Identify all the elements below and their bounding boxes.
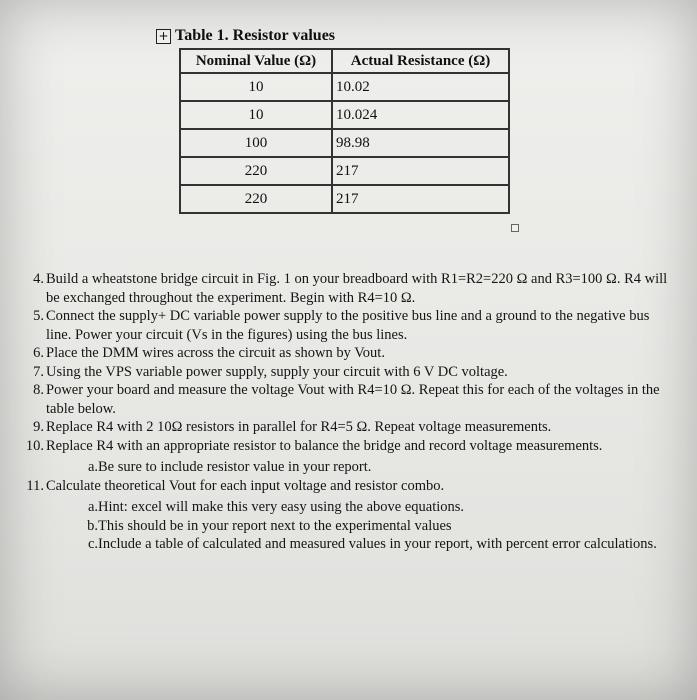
table-row [180, 185, 509, 213]
item-number: 6. [33, 345, 44, 361]
actual-cell: 10.02 [332, 73, 509, 101]
sub-list [46, 458, 668, 477]
item-text: Place the DMM wires across the circuit as shown by Vout. [46, 345, 385, 361]
sub-item-letter: b. [87, 517, 98, 534]
sub-list-item [46, 535, 668, 554]
nominal-cell: 10 [180, 101, 332, 129]
sub-list-item [46, 458, 668, 477]
actual-cell: 217 [332, 157, 509, 185]
item-text: Replace R4 with an appropriate resistor to balance the bridge and record voltage measurements. [46, 437, 603, 454]
sub-list [46, 498, 668, 554]
list-item [18, 363, 668, 382]
table-header-row [180, 49, 509, 73]
item-number: 11. [26, 477, 44, 494]
table-row [180, 101, 509, 129]
sub-list-item [46, 498, 668, 517]
item-text: Build a wheatstone bridge circuit in Fig. 1 on your breadboard with R1=R2=220 Ω and R3=100 Ω. R4 will be exchanged throughout the experiment. Begin with R4=10 Ω. [46, 271, 668, 306]
header-nominal-value: Nominal Value (Ω) [180, 49, 332, 73]
list-item [18, 307, 668, 344]
sub-list-item [46, 517, 668, 536]
list-item [18, 477, 668, 554]
item-number: 5. [33, 308, 44, 324]
header-actual-resistance: Actual Resistance (Ω) [332, 49, 509, 73]
resistor-values-table [179, 48, 510, 214]
item-number: 4. [33, 271, 44, 287]
item-number: 10. [25, 437, 44, 454]
list-item [18, 270, 668, 307]
actual-cell: 98.98 [332, 129, 509, 157]
table-row [180, 157, 509, 185]
instruction-list [18, 270, 668, 554]
plus-square-icon[interactable]: + [156, 29, 171, 44]
sub-item-letter: c. [87, 536, 98, 552]
list-item [18, 344, 668, 363]
item-number: 7. [33, 363, 44, 380]
sub-item-letter: a. [87, 499, 98, 515]
nominal-cell: 220 [180, 157, 332, 185]
sub-item-text: Hint: excel will make this very easy using the above equations. [98, 499, 465, 515]
sub-item-text: Be sure to include resistor value in your report. [98, 459, 372, 475]
table-resize-handle-icon[interactable] [511, 224, 519, 232]
sub-item-text: This should be in your report next to the experimental values [98, 517, 452, 534]
nominal-cell: 10 [180, 73, 332, 101]
sub-item-text: Include a table of calculated and measured values in your report, with percent error calculations. [98, 536, 657, 552]
list-item [18, 418, 668, 437]
item-text: Using the VPS variable power supply, supply your circuit with 6 V DC voltage. [46, 363, 508, 380]
list-item [18, 381, 668, 418]
item-number: 9. [33, 419, 44, 435]
item-text: Connect the supply+ DC variable power supply to the positive bus line and a ground to the negative bus line. Power your circuit (Vs in the figures) using the bus lines. [46, 308, 650, 343]
item-text: Calculate theoretical Vout for each input voltage and resistor combo. [46, 477, 445, 494]
nominal-cell: 100 [180, 129, 332, 157]
sub-item-letter: a. [87, 459, 98, 475]
item-number: 8. [33, 382, 44, 398]
table-row [180, 129, 509, 157]
item-text: Replace R4 with 2 10Ω resistors in parallel for R4=5 Ω. Repeat voltage measurements. [46, 419, 552, 435]
table-row [180, 73, 509, 101]
table-caption: Table 1. Resistor values [175, 27, 336, 44]
actual-cell: 217 [332, 185, 509, 213]
list-item [18, 437, 668, 477]
nominal-cell: 220 [180, 185, 332, 213]
item-text: Power your board and measure the voltage Vout with R4=10 Ω. Repeat this for each of the voltages in the table below. [46, 382, 660, 417]
actual-cell: 10.024 [332, 101, 509, 129]
